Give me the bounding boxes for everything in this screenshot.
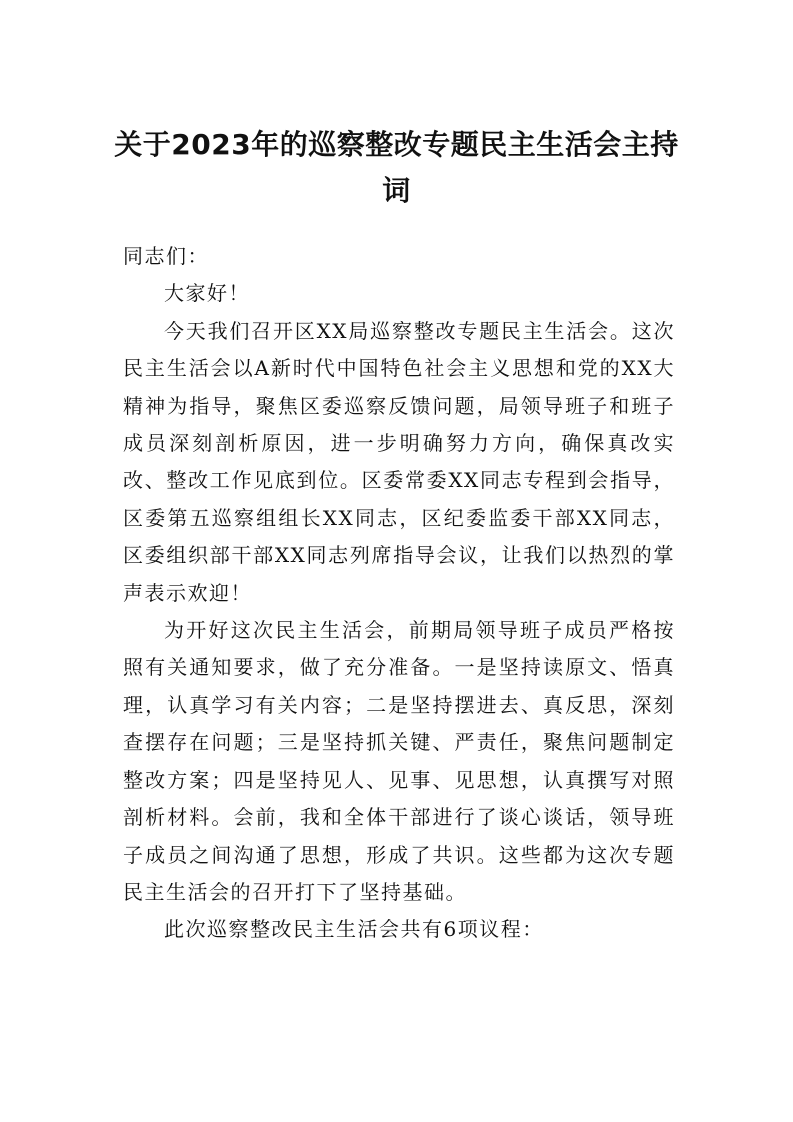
- salutation: 同志们：: [123, 244, 209, 268]
- paragraph-preparation: 为开好这次民主生活会，前期局领导班子成员严格按照有关通知要求，做了充分准备。一是坚持读原文、悟真理，认真学习有关内容；二是坚持摆进去、真反思，深刻查摆存在问题；三是坚持抓关键、严责任，聚焦问题制定整改方案；四是坚持见人、见事、见思想，认真撰写对照剖析材料。会前，我和全体干部进行了谈心谈话，领导班子成员之间沟通了思想，形成了共识。这些都为这次专题民主生活会的召开打下了坚持基础。: [123, 618, 675, 904]
- greeting: 大家好！: [164, 281, 250, 306]
- paragraph-opening: 今天我们召开区XX局巡察整改专题民主生活会。这次民主生活会以A新时代中国特色社会主义思想和党的XX大精神为指导，聚焦区委巡察反馈问题，局领导班子和班子成员深刻剖析原因，进一步明确努力方向，确保真改实改、整改工作见底到位。区委常委XX同志专程到会指导，区委第五巡察组组长XX同志，区纪委监委干部XX同志，区委组织部干部XX同志列席指导会议，让我们以热烈的掌声表示欢迎！: [123, 318, 675, 605]
- document-title: 关于2023年的巡察整改专题民主生活会主持词: [114, 128, 679, 207]
- document-body: [123, 238, 675, 949]
- paragraph-agenda: 此次巡察整改民主生活会共有6项议程：: [164, 917, 544, 942]
